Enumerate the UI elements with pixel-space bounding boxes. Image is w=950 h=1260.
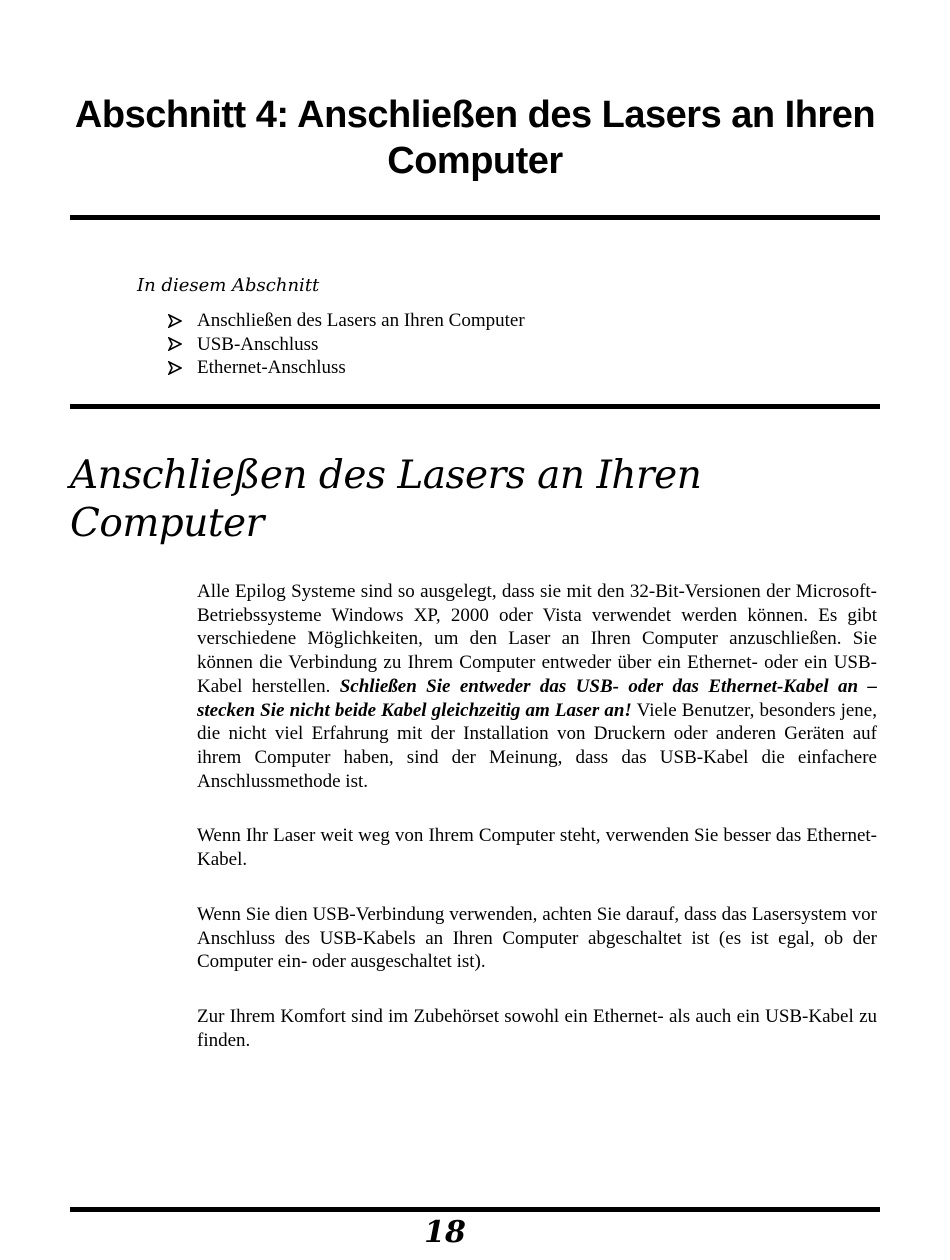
list-item-label: Ethernet-Anschluss — [197, 357, 346, 378]
in-this-section-label: In diesem Abschnitt — [137, 275, 320, 296]
paragraph-intro — [197, 580, 877, 793]
chapter-title — [60, 92, 890, 184]
list-item-label: Anschließen des Lasers an Ihren Computer — [197, 310, 525, 331]
list-item — [168, 333, 525, 357]
section-divider — [70, 404, 880, 409]
list-item — [168, 309, 525, 333]
chapter-title-line-1: Abschnitt 4: Anschließen des Lasers an Ihren — [74, 94, 876, 136]
section-heading-line-2: Computer — [70, 501, 264, 546]
section-contents-list — [168, 309, 525, 380]
arrowhead-icon — [168, 314, 182, 328]
paragraph-text: Alle Epilog Systeme sind so ausgelegt, dass sie mit den 32-Bit-Versionen der Microsoft-Betriebssysteme Windows XP, 2000 oder Vista verwendet werden können. Es gibt verschiedene Möglichkeiten, um den Laser an Ihren Computer anzuschließen. Sie können die Verbindung zu Ihrem Computer entweder über ein Ethernet- oder ein USB-Kabel herstellen. — [197, 581, 877, 697]
section-heading-line-1: Anschließen des Lasers an Ihren — [70, 453, 702, 498]
paragraph-text: Viele Benutzer, besonders jene, die nicht viel Erfahrung mit der Installation von Druckern oder anderen Geräten auf ihrem Computer haben, sind der Meinung, dass das USB-Kabel die einfachere Anschlussmethode ist. — [197, 699, 877, 792]
arrowhead-icon — [168, 361, 182, 375]
arrowhead-icon — [168, 337, 182, 351]
paragraph-accessory-kit: Zur Ihrem Komfort sind im Zubehörset sowohl ein Ethernet- als auch ein USB-Kabel zu finden. — [197, 1006, 877, 1051]
top-divider — [70, 215, 880, 220]
warning-text: Schließen Sie entweder das USB- oder das Ethernet-Kabel an – stecken Sie nicht beide Kabel gleichzeitig am Laser an! — [197, 675, 877, 721]
paragraph-ethernet-distance: Wenn Ihr Laser weit weg von Ihrem Computer steht, verwenden Sie besser das Ethernet-Kabel. — [197, 825, 877, 870]
page-number: 18 — [424, 1215, 466, 1250]
list-item — [168, 356, 525, 380]
paragraph-usb-power-off: Wenn Sie dien USB-Verbindung verwenden, achten Sie darauf, dass das Lasersystem vor Anschluss des USB-Kabels an Ihren Computer abgeschaltet ist (es ist egal, ob der Computer ein- oder ausgeschaltet ist). — [197, 904, 877, 973]
section-heading — [70, 452, 890, 548]
chapter-title-line-2: Computer — [387, 140, 563, 182]
list-item-label: USB-Anschluss — [197, 333, 319, 355]
footer-divider — [70, 1207, 880, 1212]
